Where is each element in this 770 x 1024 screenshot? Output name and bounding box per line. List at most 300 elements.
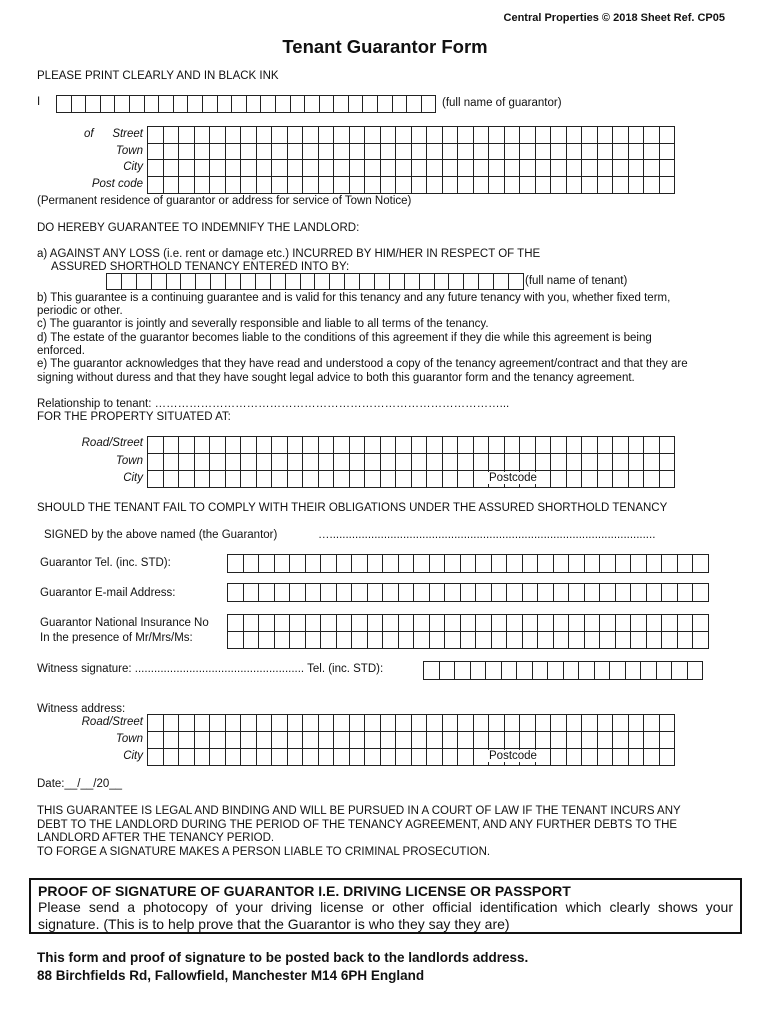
char-box[interactable] [598,144,614,161]
char-box[interactable] [179,732,195,749]
char-box[interactable] [582,437,598,454]
char-box[interactable] [489,160,505,177]
char-box[interactable] [600,632,616,649]
char-box[interactable] [275,584,291,602]
char-box[interactable] [629,144,645,161]
char-box[interactable] [244,632,260,649]
char-box[interactable] [159,96,174,113]
char-box[interactable] [306,555,322,573]
char-box[interactable] [241,749,257,766]
char-box[interactable] [303,715,319,732]
char-box[interactable] [334,144,350,161]
char-box[interactable] [232,96,247,113]
char-box[interactable] [381,177,397,194]
char-box[interactable] [629,732,645,749]
char-box[interactable] [210,177,226,194]
char-box[interactable] [226,471,242,488]
char-box[interactable] [567,177,583,194]
char-box[interactable] [381,749,397,766]
char-box[interactable] [693,584,709,602]
char-box[interactable] [479,274,494,290]
char-box[interactable] [164,715,180,732]
char-box[interactable] [412,127,428,144]
char-box[interactable] [210,715,226,732]
char-box[interactable] [181,274,196,290]
char-box[interactable] [688,662,704,680]
char-box[interactable] [551,732,567,749]
char-box[interactable] [210,732,226,749]
char-box[interactable] [613,732,629,749]
char-box[interactable] [644,715,660,732]
char-box[interactable] [644,160,660,177]
char-box[interactable] [321,555,337,573]
char-box[interactable] [598,454,614,471]
char-box[interactable] [505,177,521,194]
char-box[interactable] [241,177,257,194]
char-box[interactable] [319,471,335,488]
char-box[interactable] [303,454,319,471]
char-box[interactable] [474,160,490,177]
char-box[interactable] [582,749,598,766]
char-box[interactable] [505,160,521,177]
char-box[interactable] [629,715,645,732]
char-box[interactable] [626,662,642,680]
char-box[interactable] [520,160,536,177]
char-box[interactable] [290,555,306,573]
char-box[interactable] [365,160,381,177]
char-box[interactable] [319,454,335,471]
char-box[interactable] [244,555,260,573]
char-box[interactable] [412,177,428,194]
char-box[interactable] [259,615,275,632]
char-box[interactable] [430,555,446,573]
char-box[interactable] [241,274,256,290]
char-box[interactable] [551,160,567,177]
char-box[interactable] [365,177,381,194]
char-box[interactable] [582,177,598,194]
char-box[interactable] [458,732,474,749]
char-box[interactable] [582,144,598,161]
char-box[interactable] [492,632,508,649]
char-box[interactable] [631,615,647,632]
char-box[interactable] [507,615,523,632]
char-box[interactable] [600,555,616,573]
char-box[interactable] [257,471,273,488]
char-box[interactable] [352,584,368,602]
char-box[interactable] [352,632,368,649]
char-box[interactable] [613,454,629,471]
char-box[interactable] [554,632,570,649]
char-box[interactable] [644,127,660,144]
char-box[interactable] [427,454,443,471]
char-box[interactable] [536,454,552,471]
char-box[interactable] [647,555,663,573]
char-box[interactable] [551,127,567,144]
char-box[interactable] [350,144,366,161]
char-box[interactable] [179,437,195,454]
char-box[interactable] [276,96,291,113]
char-box[interactable] [275,615,291,632]
char-box[interactable] [445,615,461,632]
char-box[interactable] [569,584,585,602]
char-box[interactable] [306,584,322,602]
char-box[interactable] [164,177,180,194]
char-box[interactable] [548,662,564,680]
char-box[interactable] [378,96,393,113]
char-box[interactable] [678,584,694,602]
char-box[interactable] [551,177,567,194]
tel-boxes[interactable] [227,554,709,573]
char-box[interactable] [662,615,678,632]
char-box[interactable] [319,749,335,766]
char-box[interactable] [644,749,660,766]
date-line[interactable]: Date:__/__/20__ [37,778,123,790]
char-box[interactable] [414,615,430,632]
char-box[interactable] [148,454,164,471]
tenant-name-boxes[interactable] [106,273,524,290]
char-box[interactable] [288,749,304,766]
char-box[interactable] [520,144,536,161]
char-box[interactable] [412,471,428,488]
char-box[interactable] [569,632,585,649]
char-box[interactable] [660,177,676,194]
char-box[interactable] [107,274,122,290]
char-box[interactable] [259,555,275,573]
char-box[interactable] [396,732,412,749]
char-box[interactable] [210,454,226,471]
char-box[interactable] [257,454,273,471]
char-box[interactable] [523,632,539,649]
char-box[interactable] [350,127,366,144]
char-box[interactable] [427,144,443,161]
char-box[interactable] [303,437,319,454]
char-box[interactable] [644,471,660,488]
char-box[interactable] [301,274,316,290]
char-box[interactable] [585,584,601,602]
char-box[interactable] [257,177,273,194]
char-box[interactable] [505,454,521,471]
char-box[interactable] [693,615,709,632]
char-box[interactable] [520,715,536,732]
char-box[interactable] [164,160,180,177]
char-box[interactable] [458,749,474,766]
char-box[interactable] [430,584,446,602]
char-box[interactable] [551,471,567,488]
char-box[interactable] [179,144,195,161]
char-box[interactable] [272,437,288,454]
char-box[interactable] [660,454,676,471]
char-box[interactable] [427,732,443,749]
char-box[interactable] [152,274,167,290]
email-boxes[interactable] [227,583,709,602]
char-box[interactable] [474,732,490,749]
char-box[interactable] [427,177,443,194]
char-box[interactable] [445,555,461,573]
char-box[interactable] [257,732,273,749]
char-box[interactable] [272,749,288,766]
char-box[interactable] [657,662,673,680]
char-box[interactable] [613,749,629,766]
char-box[interactable] [520,177,536,194]
char-box[interactable] [244,615,260,632]
char-box[interactable] [164,454,180,471]
char-box[interactable] [427,471,443,488]
char-box[interactable] [660,749,676,766]
char-box[interactable] [345,274,360,290]
char-box[interactable] [536,127,552,144]
char-box[interactable] [399,632,415,649]
char-box[interactable] [631,584,647,602]
char-box[interactable] [275,632,291,649]
char-box[interactable] [337,615,353,632]
char-box[interactable] [337,632,353,649]
char-box[interactable] [319,732,335,749]
char-box[interactable] [536,144,552,161]
char-box[interactable] [585,632,601,649]
char-box[interactable] [188,96,203,113]
char-box[interactable] [303,127,319,144]
char-box[interactable] [101,96,116,113]
char-box[interactable] [241,732,257,749]
char-box[interactable] [660,127,676,144]
char-box[interactable] [257,127,273,144]
char-box[interactable] [422,96,437,113]
char-box[interactable] [319,177,335,194]
char-box[interactable] [272,160,288,177]
char-box[interactable] [443,144,459,161]
char-box[interactable] [662,584,678,602]
char-box[interactable] [303,144,319,161]
char-box[interactable] [179,471,195,488]
char-box[interactable] [228,584,244,602]
char-box[interactable] [523,555,539,573]
char-box[interactable] [567,715,583,732]
char-box[interactable] [195,127,211,144]
char-box[interactable] [122,274,137,290]
char-box[interactable] [337,555,353,573]
char-box[interactable] [137,274,152,290]
char-box[interactable] [179,454,195,471]
char-box[interactable] [647,615,663,632]
char-box[interactable] [660,715,676,732]
char-box[interactable] [241,471,257,488]
char-box[interactable] [350,732,366,749]
char-box[interactable] [631,555,647,573]
char-box[interactable] [365,127,381,144]
char-box[interactable] [474,127,490,144]
char-box[interactable] [334,732,350,749]
char-box[interactable] [228,632,244,649]
char-box[interactable] [86,96,101,113]
char-box[interactable] [226,274,241,290]
char-box[interactable] [396,177,412,194]
char-box[interactable] [321,584,337,602]
char-box[interactable] [288,160,304,177]
char-box[interactable] [449,274,464,290]
char-box[interactable] [272,127,288,144]
char-box[interactable] [629,160,645,177]
char-box[interactable] [598,160,614,177]
char-box[interactable] [179,715,195,732]
char-box[interactable] [261,96,276,113]
char-box[interactable] [226,177,242,194]
char-box[interactable] [288,144,304,161]
char-box[interactable] [381,127,397,144]
char-box[interactable] [536,732,552,749]
char-box[interactable] [330,274,345,290]
char-box[interactable] [130,96,145,113]
char-box[interactable] [148,749,164,766]
char-box[interactable] [445,584,461,602]
char-box[interactable] [564,662,580,680]
char-box[interactable] [461,555,477,573]
char-box[interactable] [554,584,570,602]
char-box[interactable] [272,471,288,488]
char-box[interactable] [505,437,521,454]
char-box[interactable] [256,274,271,290]
char-box[interactable] [148,715,164,732]
char-box[interactable] [396,437,412,454]
char-box[interactable] [461,584,477,602]
char-box[interactable] [427,160,443,177]
char-box[interactable] [598,715,614,732]
char-box[interactable] [365,144,381,161]
char-box[interactable] [334,160,350,177]
char-box[interactable] [476,615,492,632]
char-box[interactable] [241,127,257,144]
char-box[interactable] [412,454,428,471]
witness-tel-boxes[interactable] [423,661,703,680]
char-box[interactable] [210,127,226,144]
char-box[interactable] [476,632,492,649]
char-box[interactable] [536,715,552,732]
char-box[interactable] [352,555,368,573]
char-box[interactable] [644,177,660,194]
char-box[interactable] [211,274,226,290]
char-box[interactable] [427,437,443,454]
char-box[interactable] [381,471,397,488]
char-box[interactable] [492,615,508,632]
char-box[interactable] [502,662,518,680]
char-box[interactable] [476,584,492,602]
char-box[interactable] [582,471,598,488]
char-box[interactable] [494,274,509,290]
char-box[interactable] [474,177,490,194]
char-box[interactable] [167,274,182,290]
char-box[interactable] [443,437,459,454]
char-box[interactable] [306,615,322,632]
char-box[interactable] [195,749,211,766]
char-box[interactable] [210,749,226,766]
char-box[interactable] [164,127,180,144]
char-box[interactable] [600,584,616,602]
char-box[interactable] [203,96,218,113]
char-box[interactable] [660,160,676,177]
char-box[interactable] [72,96,87,113]
char-box[interactable] [350,715,366,732]
char-box[interactable] [582,160,598,177]
char-box[interactable] [613,160,629,177]
char-box[interactable] [660,471,676,488]
char-box[interactable] [334,454,350,471]
char-box[interactable] [412,160,428,177]
char-box[interactable] [458,454,474,471]
char-box[interactable] [471,662,487,680]
char-box[interactable] [507,555,523,573]
char-box[interactable] [461,615,477,632]
char-box[interactable] [443,715,459,732]
char-box[interactable] [523,584,539,602]
char-box[interactable] [334,96,349,113]
char-box[interactable] [226,127,242,144]
char-box[interactable] [244,584,260,602]
char-box[interactable] [567,144,583,161]
char-box[interactable] [443,732,459,749]
char-box[interactable] [598,471,614,488]
char-box[interactable] [551,437,567,454]
char-box[interactable] [396,160,412,177]
char-box[interactable] [383,632,399,649]
char-box[interactable] [641,662,657,680]
guarantor-address-grid[interactable] [147,126,675,194]
char-box[interactable] [520,454,536,471]
char-box[interactable] [613,471,629,488]
char-box[interactable] [365,732,381,749]
char-box[interactable] [288,127,304,144]
char-box[interactable] [257,749,273,766]
char-box[interactable] [489,454,505,471]
char-box[interactable] [520,437,536,454]
char-box[interactable] [148,471,164,488]
char-box[interactable] [536,437,552,454]
char-box[interactable] [613,715,629,732]
char-box[interactable] [616,615,632,632]
char-box[interactable] [567,127,583,144]
char-box[interactable] [458,144,474,161]
char-box[interactable] [424,662,440,680]
char-box[interactable] [585,615,601,632]
char-box[interactable] [629,454,645,471]
char-box[interactable] [195,732,211,749]
char-box[interactable] [381,144,397,161]
char-box[interactable] [595,662,611,680]
char-box[interactable] [210,437,226,454]
char-box[interactable] [164,437,180,454]
char-box[interactable] [430,615,446,632]
char-box[interactable] [517,662,533,680]
char-box[interactable] [629,127,645,144]
char-box[interactable] [257,160,273,177]
char-box[interactable] [396,127,412,144]
char-box[interactable] [334,437,350,454]
char-box[interactable] [164,732,180,749]
char-box[interactable] [520,732,536,749]
char-box[interactable] [662,632,678,649]
witness-address-grid[interactable] [147,714,675,766]
char-box[interactable] [443,749,459,766]
char-box[interactable] [381,732,397,749]
char-box[interactable] [582,732,598,749]
char-box[interactable] [396,715,412,732]
char-box[interactable] [226,454,242,471]
char-box[interactable] [241,715,257,732]
char-box[interactable] [179,127,195,144]
char-box[interactable] [303,160,319,177]
char-box[interactable] [567,454,583,471]
char-box[interactable] [489,177,505,194]
char-box[interactable] [520,127,536,144]
char-box[interactable] [303,749,319,766]
